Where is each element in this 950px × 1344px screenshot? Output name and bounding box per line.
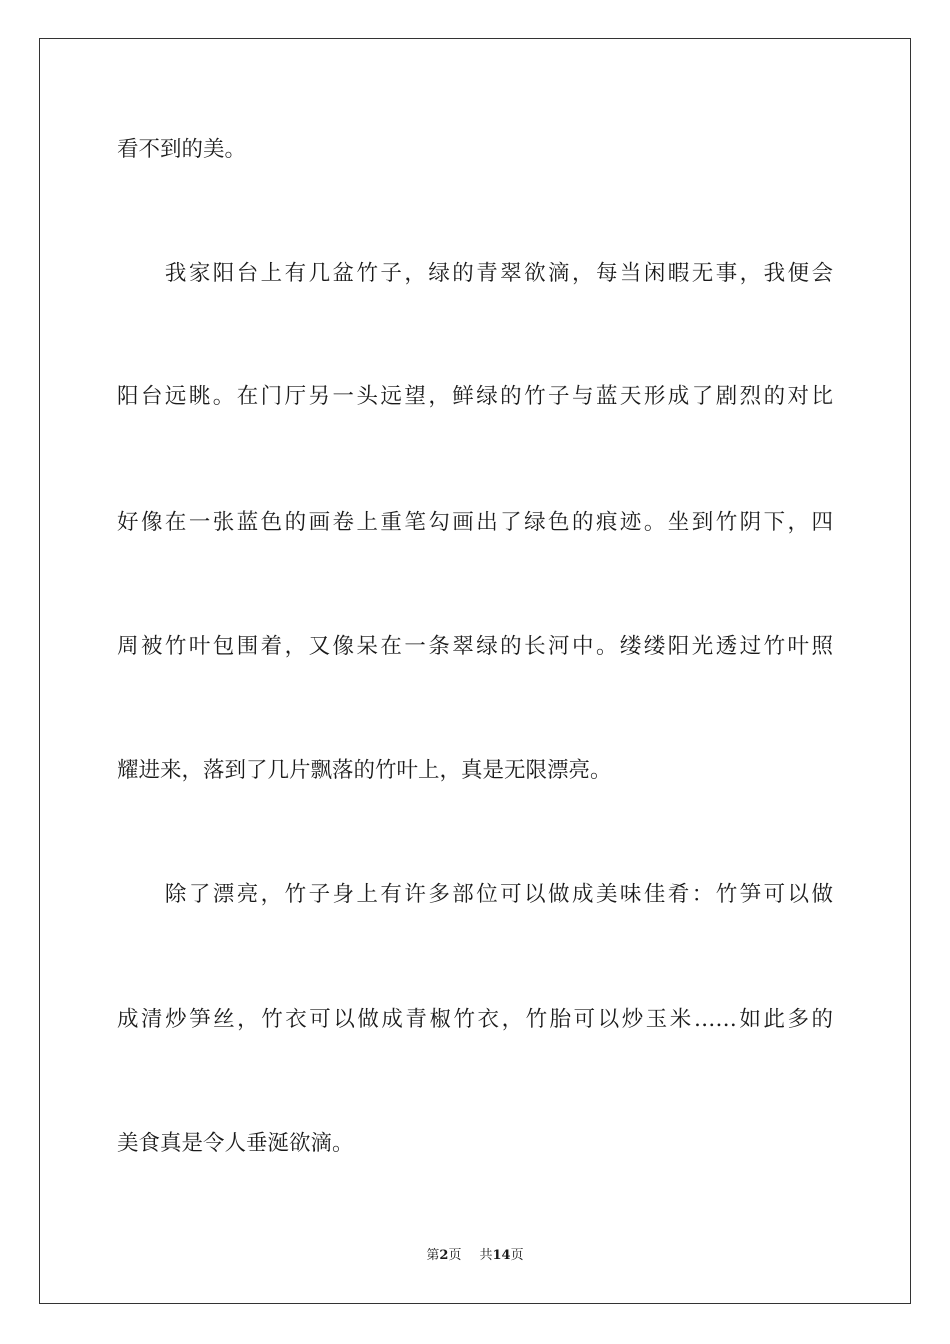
page-footer [0, 1247, 950, 1265]
total-pages: 14 [492, 1248, 511, 1263]
page-label-prefix: 第 [426, 1248, 440, 1263]
text-line-1: 看不到的美。 [117, 137, 247, 162]
text-line-9: 美食真是令人垂涎欲滴。 [117, 1131, 354, 1156]
text-line-5: 周被竹叶包围着，又像呆在一条翠绿的长河中。缕缕阳光透过竹叶照 [117, 634, 833, 659]
text-line-3: 阳台远眺。在门厅另一头远望，鲜绿的竹子与蓝天形成了剧烈的对比 [117, 384, 833, 409]
text-line-8: 成清炒笋丝，竹衣可以做成青椒竹衣，竹胎可以炒玉米……如此多的 [117, 1007, 833, 1032]
total-label-prefix: 共 [479, 1248, 493, 1263]
text-line-7: 除了漂亮，竹子身上有许多部位可以做成美味佳肴：竹笋可以做 [117, 882, 833, 907]
page-border [39, 38, 911, 1304]
page-label-suffix: 页 [448, 1248, 462, 1263]
total-label-suffix: 页 [510, 1248, 524, 1263]
text-line-6: 耀进来，落到了几片飘落的竹叶上，真是无限漂亮。 [117, 758, 612, 783]
text-line-4: 好像在一张蓝色的画卷上重笔勾画出了绿色的痕迹。坐到竹阴下，四 [117, 510, 833, 535]
page-number: 2 [439, 1248, 449, 1263]
text-line-2: 我家阳台上有几盆竹子，绿的青翠欲滴，每当闲暇无事，我便会 [117, 261, 833, 286]
